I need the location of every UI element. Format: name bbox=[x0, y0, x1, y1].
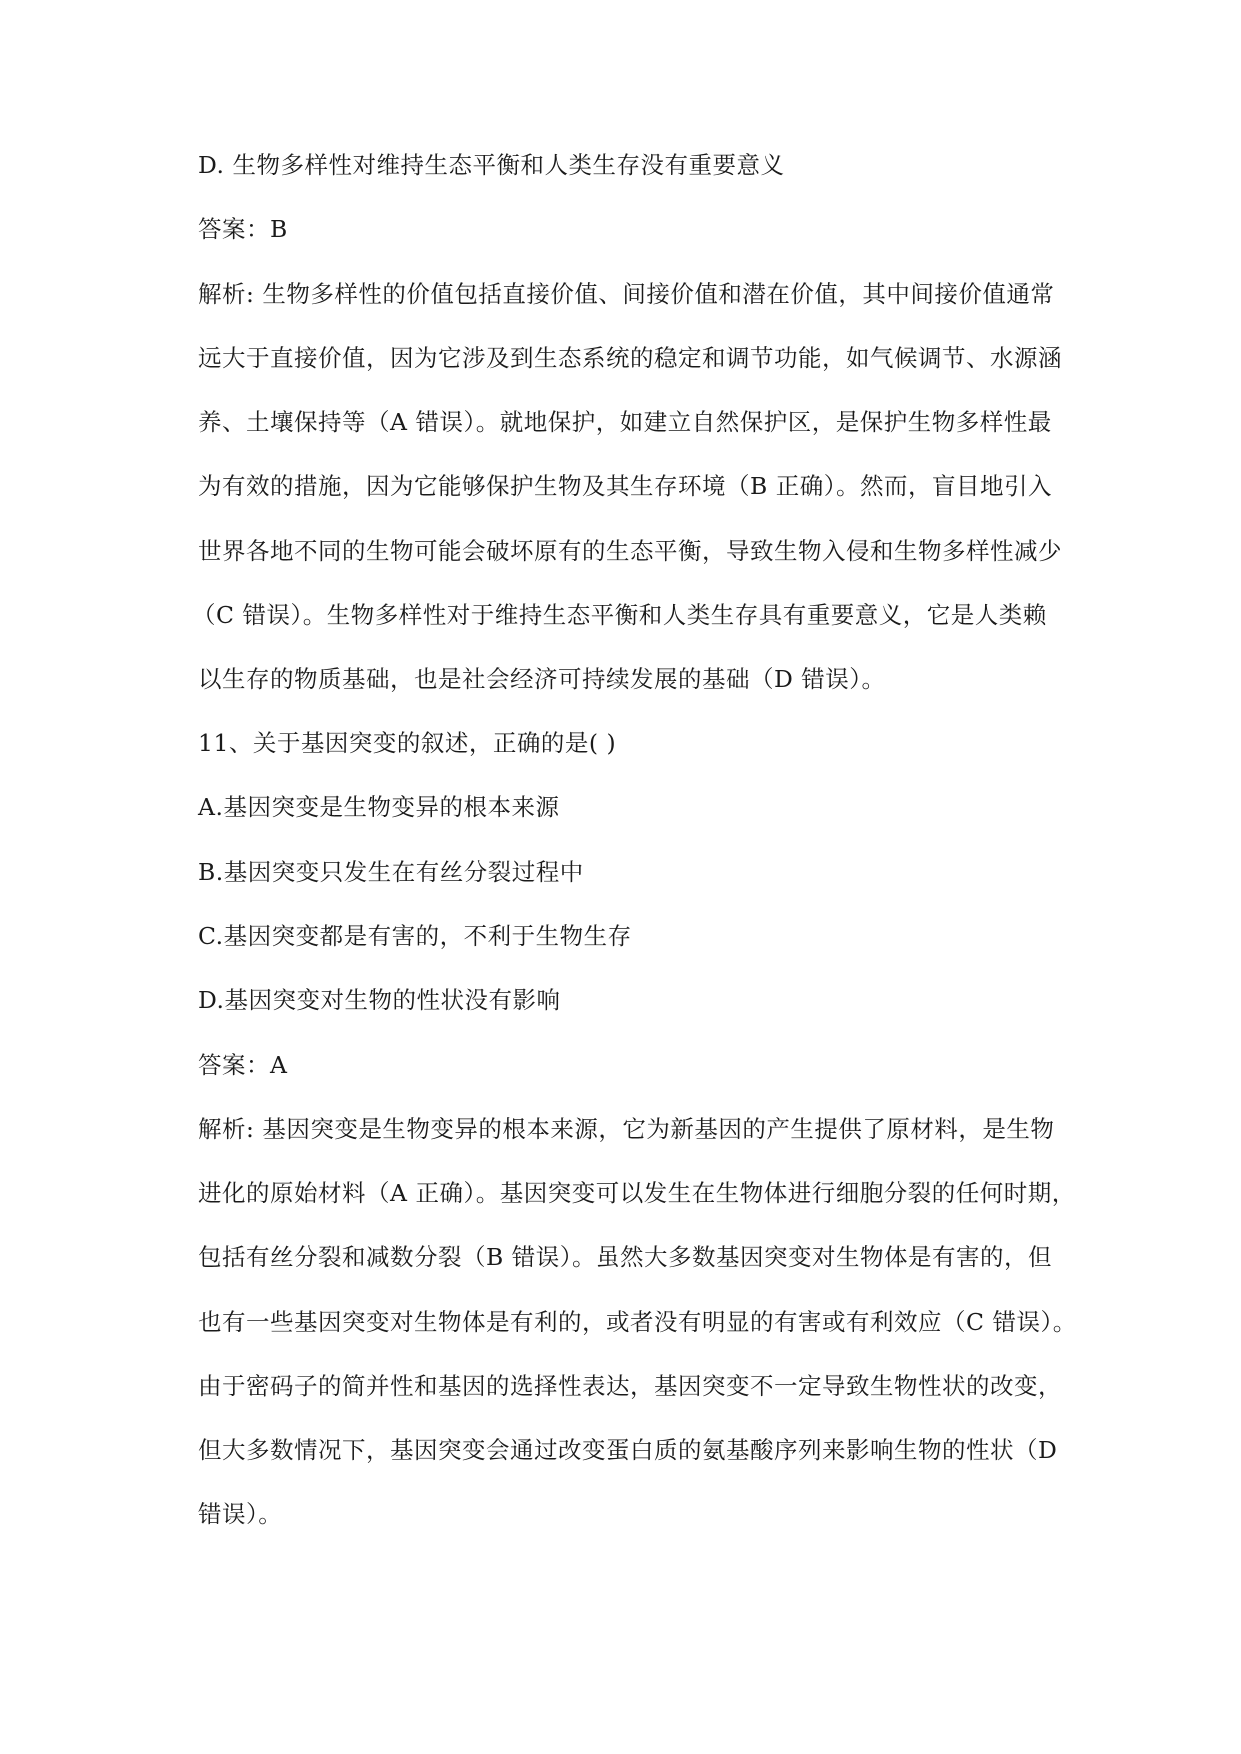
answer-prev: 答案：B bbox=[198, 215, 288, 243]
analysis-2-line-3: 包括有丝分裂和减数分裂（B 错误）。虽然大多数基因突变对生物体是有害的，但 bbox=[198, 1243, 1052, 1271]
question-11: 11、关于基因突变的叙述，正确的是( ) bbox=[198, 729, 617, 757]
option-a: A.基因突变是生物变异的根本来源 bbox=[198, 793, 560, 821]
analysis-line-6: （C 错误）。生物多样性对于维持生态平衡和人类生存具有重要意义，它是人类赖 bbox=[192, 601, 1047, 629]
analysis-2-line-7: 错误）。 bbox=[198, 1500, 283, 1528]
analysis-2-line-6: 但大多数情况下，基因突变会通过改变蛋白质的氨基酸序列来影响生物的性状（D bbox=[198, 1436, 1058, 1464]
analysis-line-5: 世界各地不同的生物可能会破坏原有的生态平衡，导致生物入侵和生物多样性减少 bbox=[198, 537, 1062, 565]
analysis-line-4: 为有效的措施，因为它能够保护生物及其生存环境（B 正确）。然而，盲目地引入 bbox=[198, 472, 1052, 500]
option-c: C.基因突变都是有害的，不利于生物生存 bbox=[198, 922, 632, 950]
analysis-2-line-2: 进化的原始材料（A 正确）。基因突变可以发生在生物体进行细胞分裂的任何时期， bbox=[198, 1179, 1076, 1207]
analysis-line-1: 解析: 生物多样性的价值包括直接价值、间接价值和潜在价值，其中间接价值通常 bbox=[198, 280, 1055, 308]
analysis-line-3: 养、土壤保持等（A 错误）。就地保护，如建立自然保护区，是保护生物多样性最 bbox=[198, 408, 1052, 436]
analysis-2-line-5: 由于密码子的简并性和基因的选择性表达，基因突变不一定导致生物性状的改变， bbox=[198, 1372, 1062, 1400]
analysis-2-line-1: 解析: 基因突变是生物变异的根本来源，它为新基因的产生提供了原材料，是生物 bbox=[198, 1115, 1055, 1143]
analysis-line-2: 远大于直接价值，因为它涉及到生态系统的稳定和调节功能，如气候调节、水源涵 bbox=[198, 344, 1062, 372]
analysis-2-line-4: 也有一些基因突变对生物体是有利的，或者没有明显的有害或有利效应（C 错误）。 bbox=[198, 1308, 1077, 1336]
analysis-line-7: 以生存的物质基础，也是社会经济可持续发展的基础（D 错误）。 bbox=[198, 665, 886, 693]
option-d-prev: D. 生物多样性对维持生态平衡和人类生存没有重要意义 bbox=[198, 151, 785, 179]
option-b: B.基因突变只发生在有丝分裂过程中 bbox=[198, 858, 584, 886]
option-d: D.基因突变对生物的性状没有影响 bbox=[198, 986, 561, 1014]
answer: 答案：A bbox=[198, 1051, 288, 1079]
